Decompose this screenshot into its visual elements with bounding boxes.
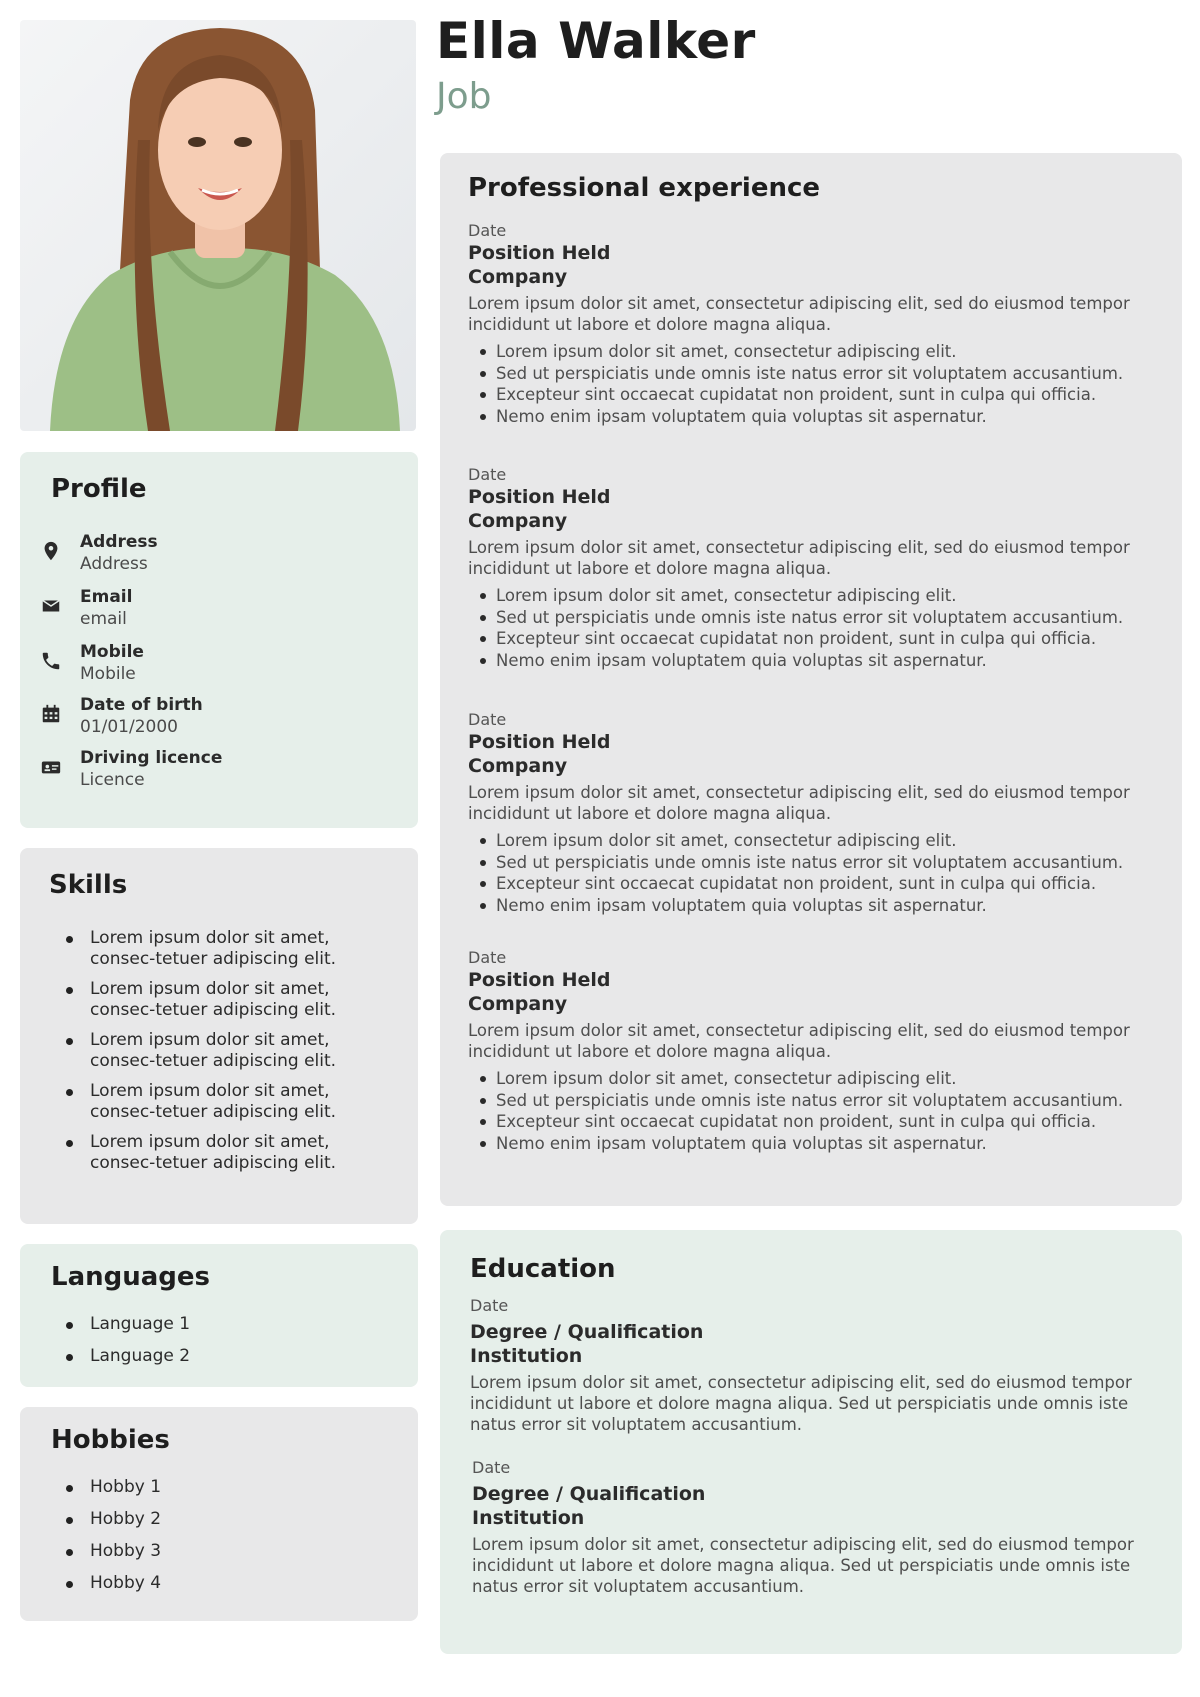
entry-date: Date xyxy=(472,1458,511,1477)
experience-entry xyxy=(468,710,1148,916)
skills-list xyxy=(50,928,390,1174)
languages-panel xyxy=(20,1244,418,1387)
profile-value: Licence xyxy=(80,770,145,790)
list-item: Lorem ipsum dolor sit amet, consec-tetuer adipiscing elit. xyxy=(50,928,390,970)
list-item: Hobby 1 xyxy=(50,1477,390,1498)
profile-label: Email xyxy=(80,587,133,607)
position-held: Position Held xyxy=(468,969,611,991)
entry-bullets xyxy=(468,1068,1148,1154)
list-item: Nemo enim ipsam voluptatem quia voluptas sit aspernatur. xyxy=(468,1133,1148,1155)
experience-entry xyxy=(468,948,1148,1154)
list-item: Hobby 3 xyxy=(50,1541,390,1562)
languages-heading: Languages xyxy=(51,1262,211,1292)
list-item: Excepteur sint occaecat cupidatat non proident, sunt in culpa qui officia. xyxy=(468,384,1148,406)
entry-bullets xyxy=(468,830,1148,916)
company: Company xyxy=(468,510,568,532)
education-panel xyxy=(440,1230,1182,1654)
company: Company xyxy=(468,266,568,288)
profile-label: Date of birth xyxy=(80,695,203,715)
id-card-icon xyxy=(40,756,62,778)
profile-item-address xyxy=(40,532,370,578)
list-item: Excepteur sint occaecat cupidatat non proident, sunt in culpa qui officia. xyxy=(468,873,1148,895)
list-item: Lorem ipsum dolor sit amet, consec-tetuer adipiscing elit. xyxy=(50,979,390,1021)
list-item: Lorem ipsum dolor sit amet, consectetur adipiscing elit. xyxy=(468,341,1148,363)
position-held: Position Held xyxy=(468,731,611,753)
list-item: Excepteur sint occaecat cupidatat non proident, sunt in culpa qui officia. xyxy=(468,1111,1148,1133)
list-item: Sed ut perspiciatis unde omnis iste natus error sit voluptatem accusantium. xyxy=(468,852,1148,874)
profile-photo xyxy=(20,20,416,431)
candidate-name: Ella Walker xyxy=(436,12,756,70)
entry-date: Date xyxy=(470,1296,509,1315)
entry-description: Lorem ipsum dolor sit amet, consectetur adipiscing elit, sed do eiusmod tempor incididunt ut labore et dolore magna aliqua. xyxy=(468,1021,1130,1061)
company: Company xyxy=(468,755,568,777)
list-item: Lorem ipsum dolor sit amet, consec-tetuer adipiscing elit. xyxy=(50,1081,390,1123)
profile-label: Driving licence xyxy=(80,748,223,768)
experience-entry xyxy=(468,221,1148,427)
institution: Institution xyxy=(472,1507,585,1529)
list-item: Lorem ipsum dolor sit amet, consectetur adipiscing elit. xyxy=(468,830,1148,852)
entry-description: Lorem ipsum dolor sit amet, consectetur adipiscing elit, sed do eiusmod tempor incididunt ut labore et dolore magna aliqua. Sed ut perspiciatis unde omnis iste natus error sit voluptatem accusantium. xyxy=(470,1373,1132,1434)
list-item: Sed ut perspiciatis unde omnis iste natus error sit voluptatem accusantium. xyxy=(468,1090,1148,1112)
entry-date: Date xyxy=(468,710,507,729)
profile-panel xyxy=(20,452,418,828)
job-title: Job xyxy=(436,76,492,117)
skills-heading: Skills xyxy=(49,870,128,900)
list-item: Nemo enim ipsam voluptatem quia voluptas sit aspernatur. xyxy=(468,650,1148,672)
profile-value: Address xyxy=(80,554,148,574)
profile-item-driving-licence xyxy=(40,748,370,794)
list-item: Sed ut perspiciatis unde omnis iste natus error sit voluptatem accusantium. xyxy=(468,363,1148,385)
experience-panel xyxy=(440,153,1182,1206)
profile-item-date-of-birth xyxy=(40,695,370,741)
skills-panel xyxy=(20,848,418,1224)
entry-description: Lorem ipsum dolor sit amet, consectetur adipiscing elit, sed do eiusmod tempor incididunt ut labore et dolore magna aliqua. xyxy=(468,538,1130,578)
education-entry xyxy=(470,1296,1150,1435)
experience-entry xyxy=(468,465,1148,671)
list-item: Excepteur sint occaecat cupidatat non proident, sunt in culpa qui officia. xyxy=(468,628,1148,650)
entry-description: Lorem ipsum dolor sit amet, consectetur adipiscing elit, sed do eiusmod tempor incididunt ut labore et dolore magna aliqua. xyxy=(468,783,1130,823)
position-held: Position Held xyxy=(468,486,611,508)
profile-label: Address xyxy=(80,532,158,552)
entry-date: Date xyxy=(468,948,507,967)
list-item: Hobby 4 xyxy=(50,1573,390,1594)
list-item: Nemo enim ipsam voluptatem quia voluptas sit aspernatur. xyxy=(468,406,1148,428)
education-entry xyxy=(472,1458,1152,1597)
profile-item-mobile xyxy=(40,642,370,688)
profile-value: 01/01/2000 xyxy=(80,717,178,737)
company: Company xyxy=(468,993,568,1015)
location-pin-icon xyxy=(40,540,62,562)
list-item: Lorem ipsum dolor sit amet, consec-tetuer adipiscing elit. xyxy=(50,1132,390,1174)
entry-description: Lorem ipsum dolor sit amet, consectetur adipiscing elit, sed do eiusmod tempor incididunt ut labore et dolore magna aliqua. Sed ut perspiciatis unde omnis iste natus error sit voluptatem accusantium. xyxy=(472,1535,1134,1596)
list-item: Language 2 xyxy=(50,1346,390,1367)
entry-description: Lorem ipsum dolor sit amet, consectetur adipiscing elit, sed do eiusmod tempor incididunt ut labore et dolore magna aliqua. xyxy=(468,294,1130,334)
languages-list xyxy=(50,1314,390,1367)
calendar-icon xyxy=(40,703,62,725)
hobbies-heading: Hobbies xyxy=(51,1425,170,1455)
profile-value: Mobile xyxy=(80,664,136,684)
phone-icon xyxy=(40,650,62,672)
list-item: Lorem ipsum dolor sit amet, consec-tetuer adipiscing elit. xyxy=(50,1030,390,1072)
profile-heading: Profile xyxy=(51,474,147,504)
hobbies-list xyxy=(50,1477,390,1594)
education-heading: Education xyxy=(470,1254,616,1284)
list-item: Language 1 xyxy=(50,1314,390,1335)
experience-heading: Professional experience xyxy=(468,173,821,203)
profile-label: Mobile xyxy=(80,642,144,662)
list-item: Sed ut perspiciatis unde omnis iste natus error sit voluptatem accusantium. xyxy=(468,607,1148,629)
list-item: Hobby 2 xyxy=(50,1509,390,1530)
profile-item-email xyxy=(40,587,370,633)
institution: Institution xyxy=(470,1345,583,1367)
profile-value: email xyxy=(80,609,127,629)
entry-bullets xyxy=(468,341,1148,427)
entry-date: Date xyxy=(468,465,507,484)
entry-bullets xyxy=(468,585,1148,671)
entry-date: Date xyxy=(468,221,507,240)
hobbies-panel xyxy=(20,1407,418,1621)
list-item: Lorem ipsum dolor sit amet, consectetur adipiscing elit. xyxy=(468,1068,1148,1090)
degree: Degree / Qualification xyxy=(472,1483,706,1505)
list-item: Nemo enim ipsam voluptatem quia voluptas sit aspernatur. xyxy=(468,895,1148,917)
position-held: Position Held xyxy=(468,242,611,264)
list-item: Lorem ipsum dolor sit amet, consectetur adipiscing elit. xyxy=(468,585,1148,607)
degree: Degree / Qualification xyxy=(470,1321,704,1343)
envelope-icon xyxy=(40,595,62,617)
